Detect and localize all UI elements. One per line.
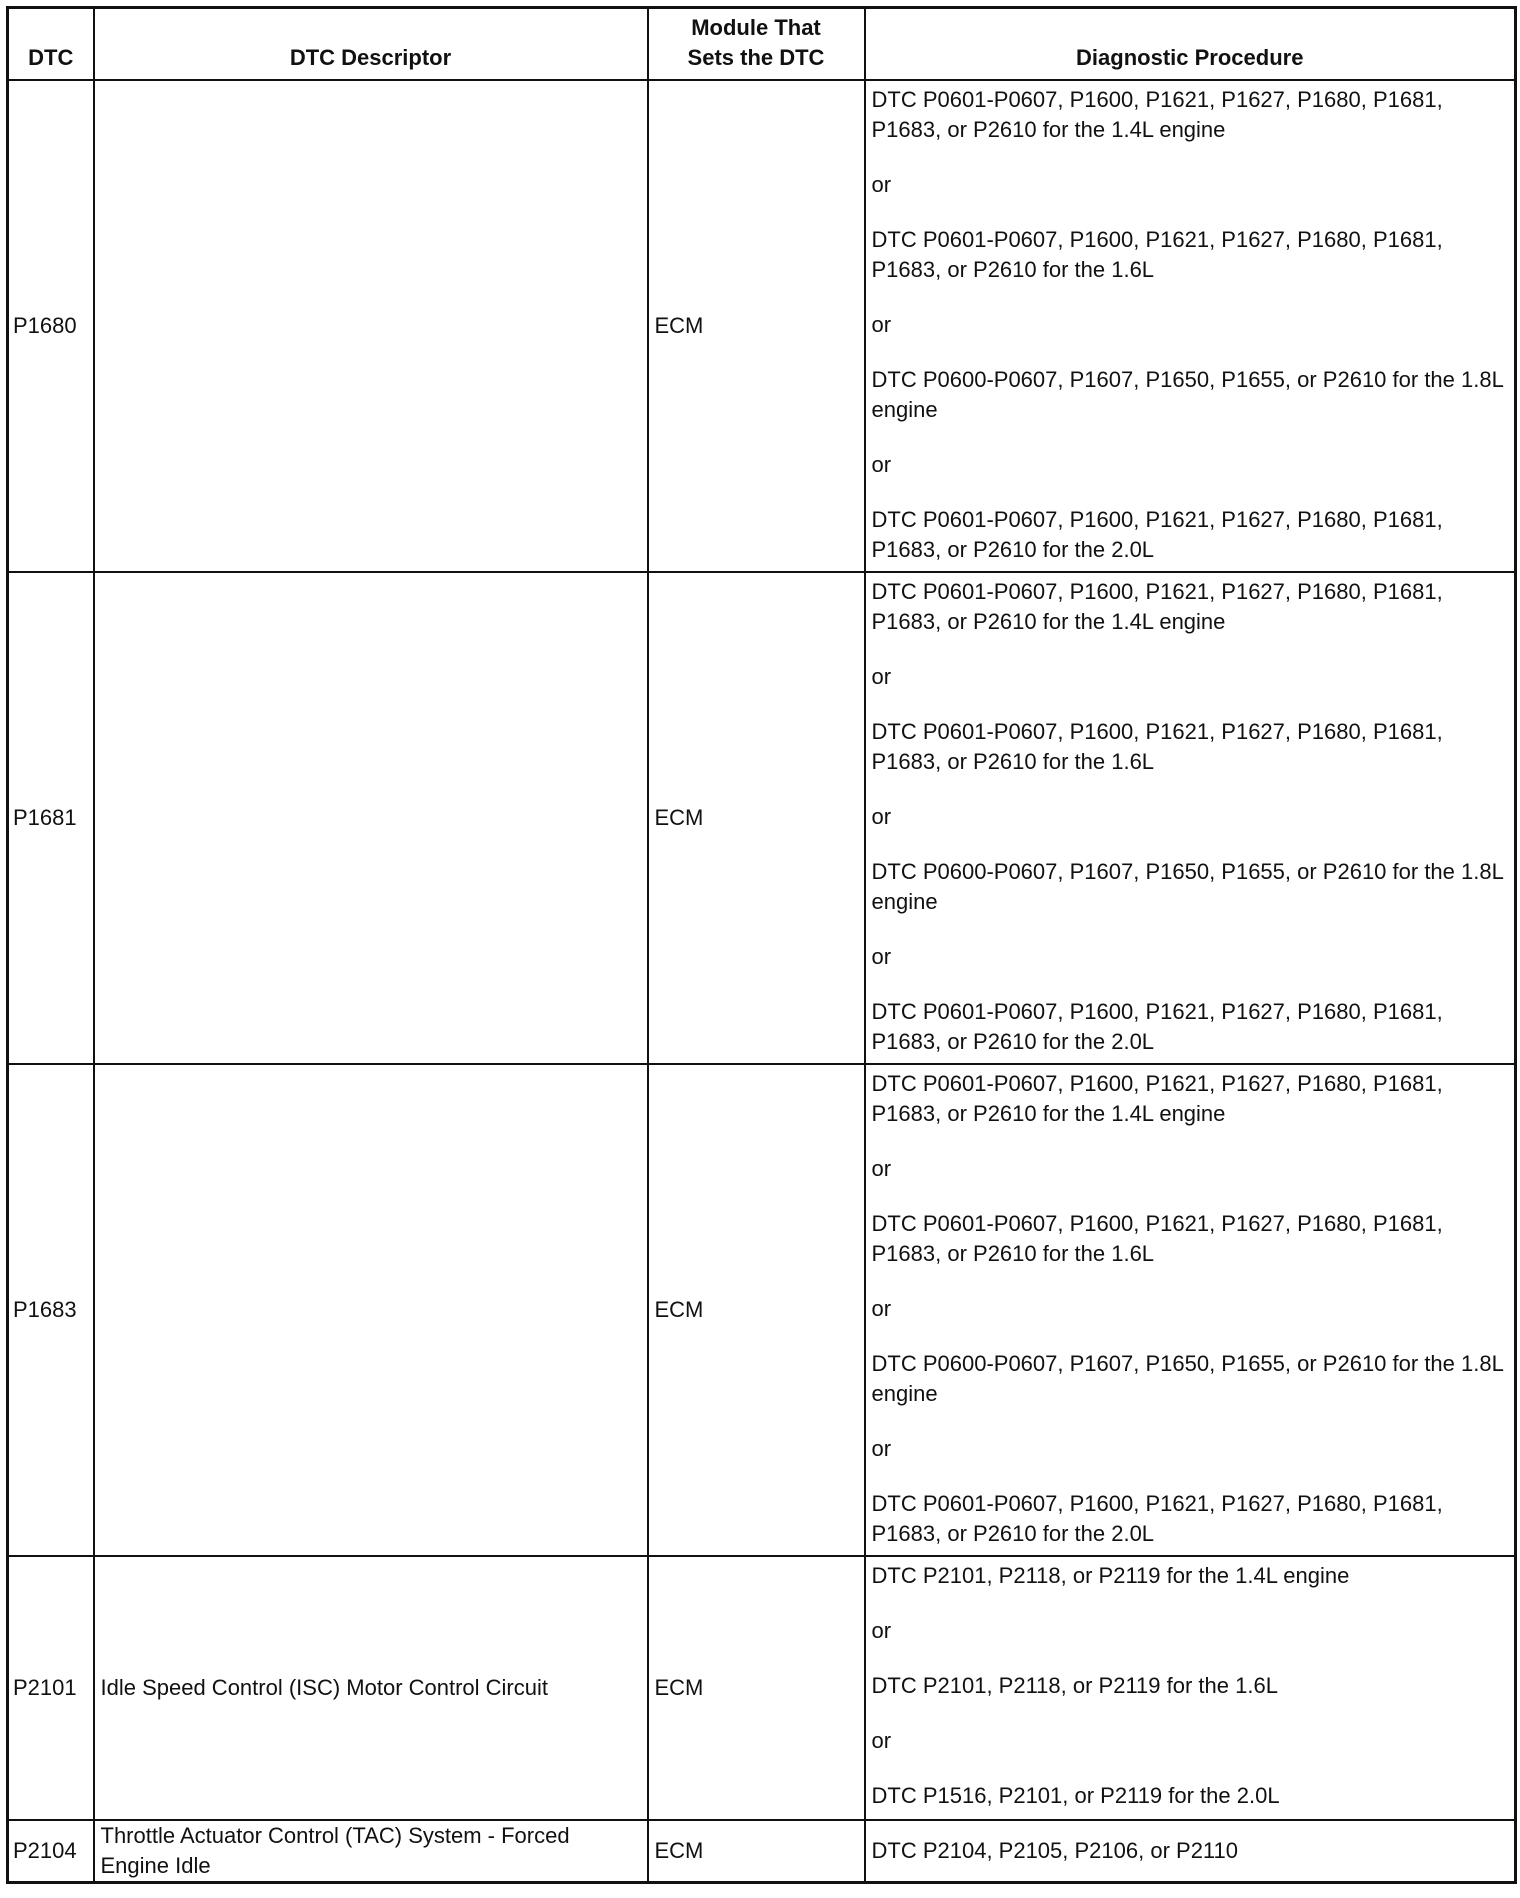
table-row [8, 1556, 1516, 1820]
table-row [8, 572, 1516, 1064]
header-diagnostic-procedure: Diagnostic Procedure [865, 8, 1516, 81]
procedure-line: or [871, 452, 892, 477]
procedure-line: DTC P1516, P2101, or P2119 for the 2.0L [871, 1783, 1280, 1808]
dtc-descriptor: Throttle Actuator Control (TAC) System - Forced Engine Idle [94, 1820, 648, 1883]
module-name: ECM [648, 1556, 865, 1820]
module-name: ECM [648, 80, 865, 572]
procedure-line: DTC P0600-P0607, P1607, P1650, P1655, or P2610 for the 1.8L engine [871, 367, 1504, 422]
procedure-line: or [871, 312, 892, 337]
module-name: ECM [648, 1064, 865, 1556]
procedure-line: or [871, 944, 892, 969]
dtc-code: P2104 [8, 1820, 94, 1883]
header-dtc: DTC [8, 8, 94, 81]
dtc-table [6, 6, 1517, 1884]
dtc-descriptor [94, 572, 648, 1064]
dtc-table-container [6, 6, 1514, 1884]
diagnostic-procedure [865, 572, 1516, 1064]
procedure-line: DTC P0601-P0607, P1600, P1621, P1627, P1680, P1681, P1683, or P2610 for the 2.0L [871, 1491, 1443, 1546]
procedure-line: DTC P0601-P0607, P1600, P1621, P1627, P1680, P1681, P1683, or P2610 for the 1.4L engine [871, 579, 1443, 634]
procedure-line: DTC P0601-P0607, P1600, P1621, P1627, P1680, P1681, P1683, or P2610 for the 2.0L [871, 999, 1443, 1054]
dtc-descriptor [94, 80, 648, 572]
procedure-line: DTC P0601-P0607, P1600, P1621, P1627, P1680, P1681, P1683, or P2610 for the 1.6L [871, 227, 1443, 282]
procedure-line: DTC P0600-P0607, P1607, P1650, P1655, or P2610 for the 1.8L engine [871, 1351, 1504, 1406]
procedure-line: DTC P2101, P2118, or P2119 for the 1.4L engine [871, 1563, 1350, 1588]
procedure-line: DTC P0600-P0607, P1607, P1650, P1655, or P2610 for the 1.8L engine [871, 859, 1504, 914]
table-header [8, 8, 1516, 81]
module-name: ECM [648, 1820, 865, 1883]
procedure-line: or [871, 1156, 892, 1181]
procedure-line: DTC P0601-P0607, P1600, P1621, P1627, P1680, P1681, P1683, or P2610 for the 1.4L engine [871, 1071, 1443, 1126]
header-row [8, 8, 1516, 81]
table-body [8, 80, 1516, 1883]
procedure-line: or [871, 1618, 892, 1643]
dtc-code: P1680 [8, 80, 94, 572]
procedure-line: or [871, 172, 892, 197]
procedure-line: DTC P0601-P0607, P1600, P1621, P1627, P1680, P1681, P1683, or P2610 for the 1.4L engine [871, 87, 1443, 142]
procedure-line: DTC P0601-P0607, P1600, P1621, P1627, P1680, P1681, P1683, or P2610 for the 1.6L [871, 719, 1443, 774]
diagnostic-procedure [865, 1556, 1516, 1820]
procedure-line: or [871, 804, 892, 829]
procedure-line: or [871, 664, 892, 689]
table-row [8, 1064, 1516, 1556]
dtc-code: P2101 [8, 1556, 94, 1820]
dtc-code: P1683 [8, 1064, 94, 1556]
diagnostic-procedure [865, 1820, 1516, 1883]
header-module: Module That Sets the DTC [648, 8, 865, 81]
procedure-line: DTC P0601-P0607, P1600, P1621, P1627, P1680, P1681, P1683, or P2610 for the 2.0L [871, 507, 1443, 562]
procedure-line: or [871, 1728, 892, 1753]
dtc-code: P1681 [8, 572, 94, 1064]
procedure-line: or [871, 1436, 892, 1461]
diagnostic-procedure [865, 80, 1516, 572]
module-name: ECM [648, 572, 865, 1064]
procedure-line: DTC P2101, P2118, or P2119 for the 1.6L [871, 1673, 1278, 1698]
table-row [8, 80, 1516, 572]
table-row [8, 1820, 1516, 1883]
procedure-line: DTC P2104, P2105, P2106, or P2110 [871, 1838, 1239, 1863]
dtc-descriptor: Idle Speed Control (ISC) Motor Control Circuit [94, 1556, 648, 1820]
procedure-line: DTC P0601-P0607, P1600, P1621, P1627, P1680, P1681, P1683, or P2610 for the 1.6L [871, 1211, 1443, 1266]
procedure-line: or [871, 1296, 892, 1321]
dtc-descriptor [94, 1064, 648, 1556]
header-dtc-descriptor: DTC Descriptor [94, 8, 648, 81]
diagnostic-procedure [865, 1064, 1516, 1556]
